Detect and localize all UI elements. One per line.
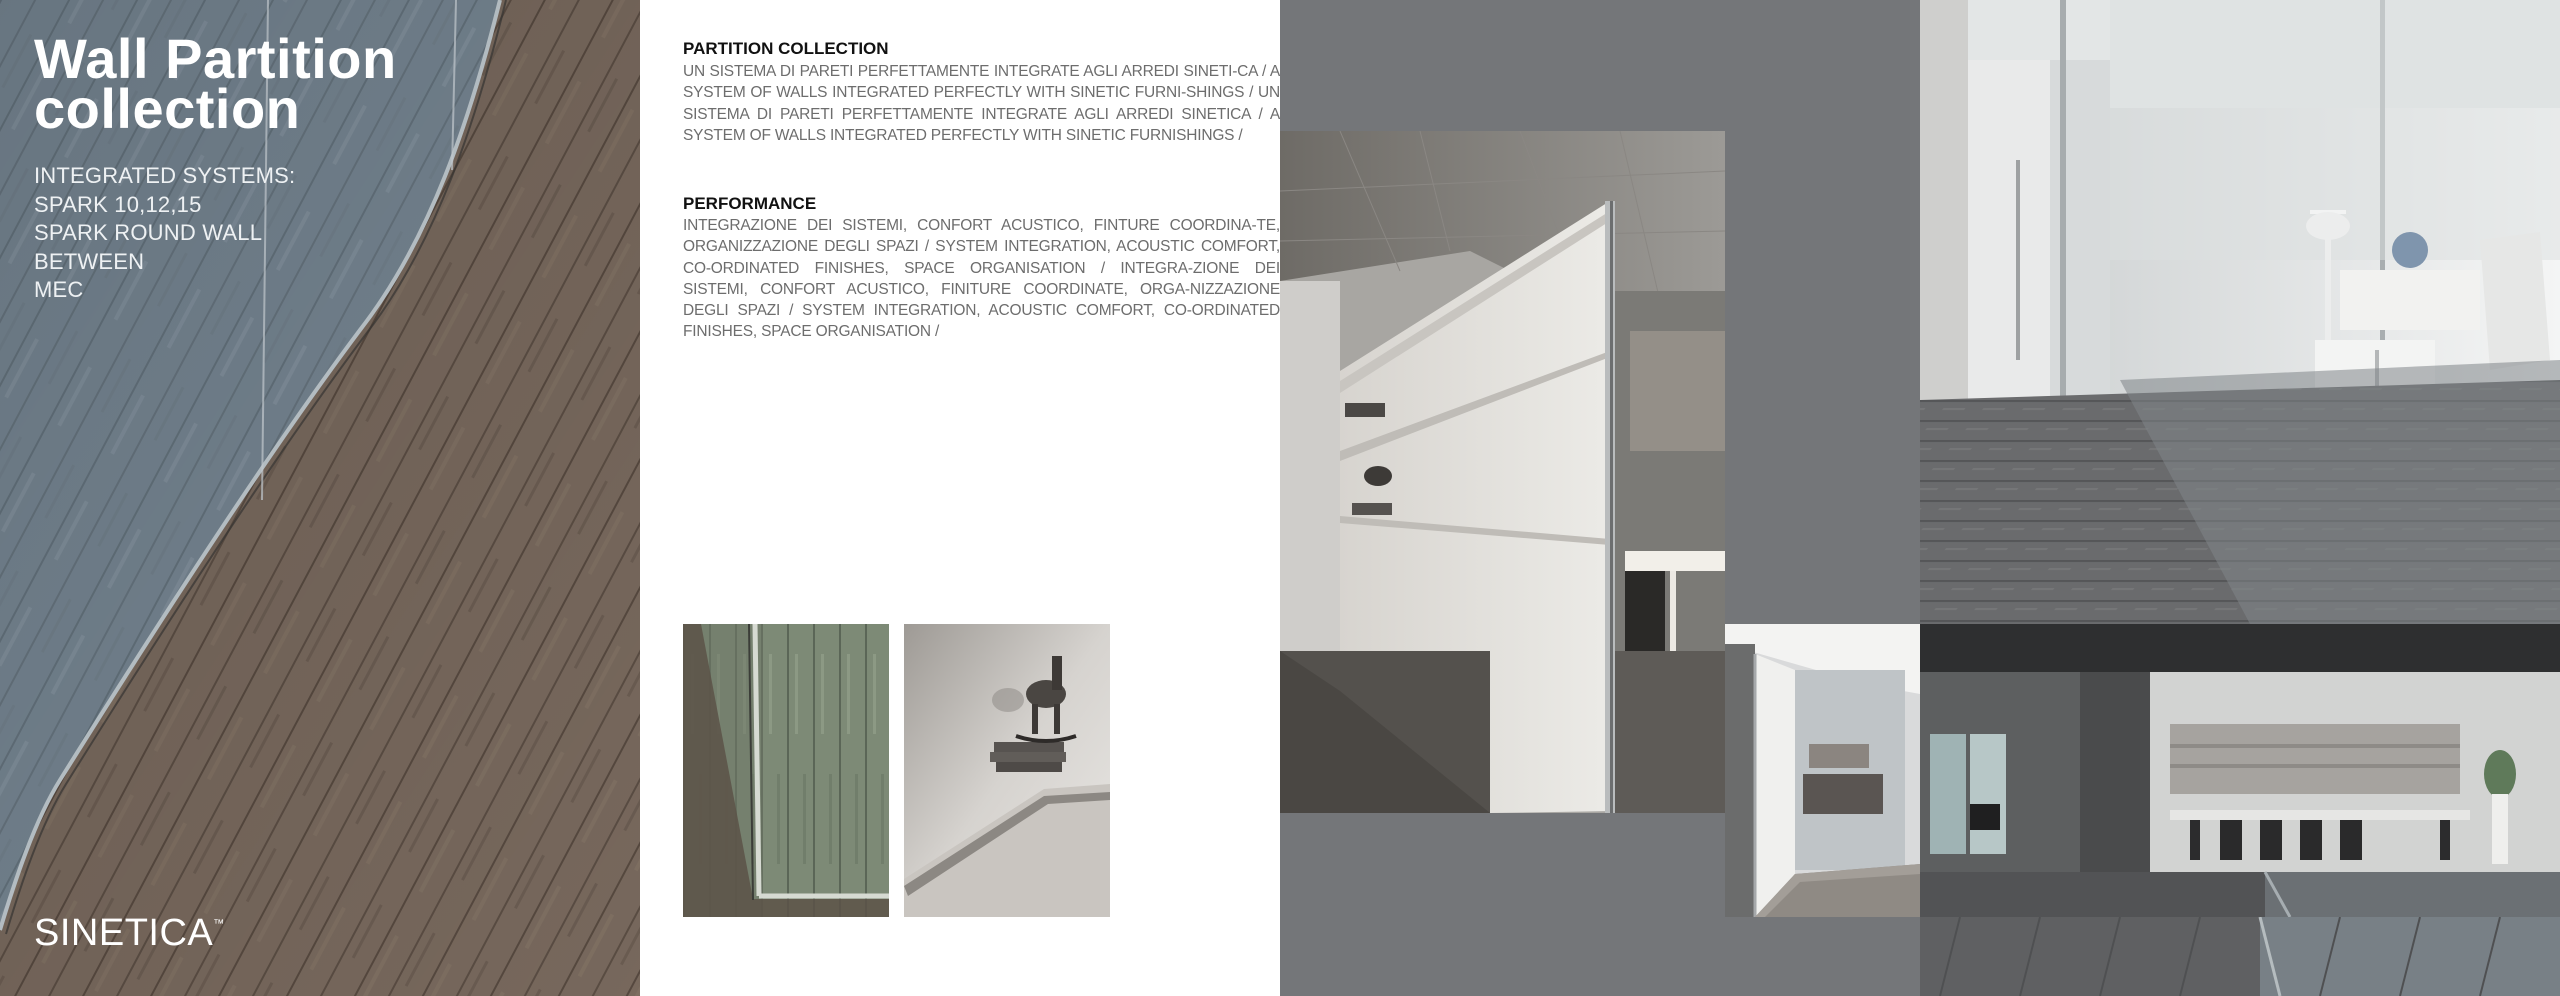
- systems-list-item: MEC: [34, 277, 84, 302]
- partition-collection-heading: PARTITION COLLECTION: [683, 39, 889, 58]
- systems-list-item: INTEGRATED SYSTEMS:: [34, 163, 296, 188]
- cover-title: [34, 27, 397, 140]
- systems-list-item: SPARK 10,12,15: [34, 191, 202, 217]
- cover-title-line-2: collection: [34, 77, 301, 140]
- systems-list-item: SPARK ROUND WALL: [34, 220, 263, 245]
- cover-title-line-1: Wall Partition: [34, 27, 397, 90]
- interior-wall-shelves-photo: [1280, 131, 1725, 813]
- glass-office-partition-photo: [1920, 0, 2560, 624]
- performance-heading: PERFORMANCE: [683, 194, 817, 213]
- cover-panel: [0, 0, 640, 996]
- trademark-symbol: ™: [213, 918, 225, 930]
- integrated-systems-list: [34, 162, 295, 305]
- gray-photo-panel: [1280, 0, 1920, 996]
- right-photo-panel: [1920, 0, 2560, 996]
- glass-corridor-photo: [1725, 624, 1920, 917]
- wall-profile-detail-photo: [683, 624, 889, 917]
- shelf-horse-figurine-photo: [904, 624, 1110, 917]
- text-panel: [640, 0, 1280, 996]
- performance-body: INTEGRAZIONE DEI SISTEMI, CONFORT ACUSTICO, FINTURE COORDINA-TE, ORGANIZZAZIONE DEGLI SPAZI / SYSTEM INTEGRATION, ACOUSTIC COMFORT, CO-ORDINATED FINISHES, SPACE ORGANISATION / INTEGRA-ZIONE DEI SISTEMI, CONFORT ACUSTICO, FINITURE COORDINATE, ORGA-NIZZAZIONE DEGLI SPAZI / SYSTEM INTEGRATION, ACOUSTIC COMFORT, CO-ORDINATED FINISHES, SPACE ORGANISATION /: [683, 217, 1280, 341]
- cover-floor-photo: [0, 0, 640, 996]
- brand-logo: [34, 912, 225, 955]
- brand-name: SINETICA: [34, 912, 214, 954]
- systems-list-item: BETWEEN: [34, 248, 145, 274]
- conference-room-photo: [1920, 624, 2560, 917]
- floor-strip-photo: [1920, 917, 2560, 996]
- partition-collection-body: UN SISTEMA DI PARETI PERFETTAMENTE INTEGRATE AGLI ARREDI SINETI-CA / A SYSTEM OF WALLS INTEGRATED PERFECTLY WITH SINETIC FURNI-SHINGS / UN SISTEMA DI PARETI PERFETTAMENTE INTEGRATE AGLI ARREDI SINETICA / A SYSTEM OF WALLS INTEGRATED PERFECTLY WITH SINETIC FURNISHINGS /: [683, 63, 1280, 144]
